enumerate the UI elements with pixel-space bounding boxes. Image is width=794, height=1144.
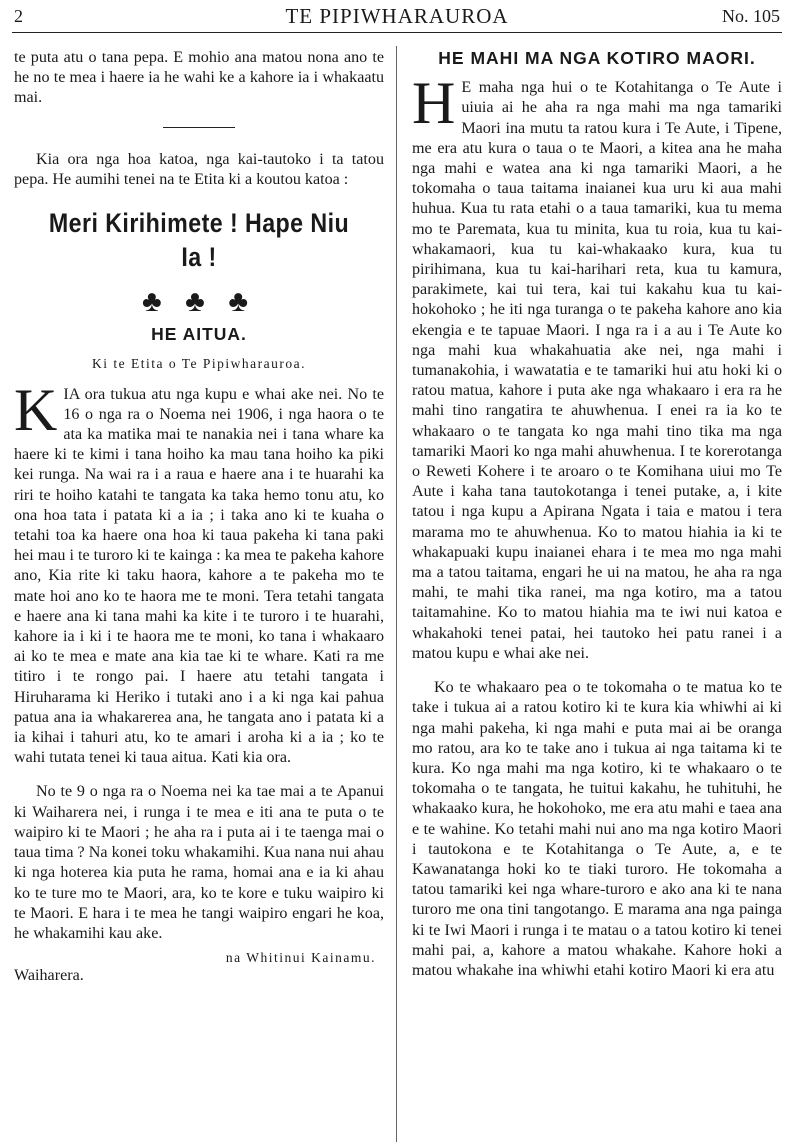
issue-number: No. 105 [722, 6, 780, 26]
article-kotiro-paragraph-1 [412, 70, 782, 664]
christmas-greeting-banner: Meri Kirihimete ! Hape Niu Ia ! [48, 208, 350, 273]
section-divider [163, 127, 235, 128]
author-place: Waiharera. [14, 967, 84, 985]
greeting-paragraph: Kia ora nga hoa katoa, nga kai-tautoko i ta tatou pepa. He aumihi tenei na te Etita ki a koutou katoa : [14, 150, 384, 188]
page-number: 2 [14, 6, 23, 26]
continued-paragraph: te puta atu o tana pepa. E mohio ana matou nona ano te he no te mea i haere ia he wahi ke a kahore ia i whakaatu mai. [14, 49, 384, 107]
article-subheading: Ki te Etita o Te Pipiwharauroa. [91, 356, 306, 372]
drop-cap-k: K [14, 376, 58, 443]
article-aitua-paragraph-1 [14, 376, 384, 769]
clover-ornament: ♣ ♣ ♣ [141, 285, 257, 319]
author-signature: na Whitinui Kainamu. [225, 950, 376, 966]
column-divider [396, 46, 397, 1142]
article-kotiro-paragraph-2: Ko te whakaaro pea o te tokomaha o te matua ko te take i tukua ai a ratou kotiro ki te kura kia whiwhi ai ki nga mahi pakeha, ki nga mahi e puta mai ai be oranga mo ratou, ara ko te take ano i tukua ai nga taitama ki te kura. Ko nga mahi ma nga kotiro, ki te whakaaro o te tokomaha o te tangata, he tuitui kakahu, he tuhituhi, he whakaako kura, he hokohoko, me era atu mahi e taea ana e te wahine. Ko tetahi mahi nui ano ma nga kotiro Maori i tautokona e te Kotahitanga o Te Aute, a, e te Kawanatanga hoki ko te tiaki turoro. He tokomaha a tatou tamariki kei nga whare-turoro e ako ana ki te nana turoro me ona tini tangotango. E marama ana nga painga ki te Iwi Maori i runga i te matau o a tatou kotiro ki tenei mahi pai, a, kahore a matou whakahe. Kahore hoki a matou whakahe ina whiwhi etahi kotiro Maori ki era atu [412, 679, 782, 979]
paragraph-gap [412, 664, 782, 678]
paragraph-gap [14, 768, 384, 782]
page-header [12, 2, 782, 32]
newspaper-title: TE PIPIWHARAUROA [285, 4, 509, 28]
article-kotiro-text-1: E maha nga hui o te Kotahitanga o Te Aute i uiuia ai he aha ra nga mahi ma nga tamariki Maori ina mutu ta ratou kura i Te Aute, i Tipene, me era atu kura o taua o te Maori, a kitea ana he maha nga mahi e watea ana ki nga tamariki Maori, a he tokomaha o taua taitama inaianei kua uru ki aua mahi huhua. Kua tu rata etahi o a taua tamariki, kua tu mema mo te Paremata, kua tu minita, kua tu roia, kua tu kai-whakamaori, kua tu kai-whakaako kura, kua tu pirihimana, kua tu kai-harihari reta, kua tu kamura, parakimete, kai tui tera, kai tui kakahu kua tu kai-hokohoko ; he iti nga turanga o te pakeha kahore ano kia ekengia e te tapuae Maori. I nga ra i a au i Te Aute ko nga mahi kua whakahuatia ake nei, nga mahi i tumanakohia, i wawatatia e te tamariki hui atu hoki ki o ratou matua, kahore i puta ake nga whakaaro i era ra he mahi tino rangatira te ahuwhenua. I enei ra ia ko te whakaaro o te tangata ko nga mahi tino tika ma nga tamariki Maori ko nga mahi ahuwhenua. I te korerotanga o Reweti Kohere i te aroaro o te Komihana uiui mo Te Aute i kaha tana tautokotanga i tenei putake, a, i kite tatou i nga kupu a Apirana Ngata i taia e matou i tera marama mo te ahuwhenua. Ko to matou hiahia ia ki te whakapuaki kupu inaianei ehara i te mea mo nga mahi ma a tatou taitama, engari he ui na matou, he aha ra nga mahi, te mahi tika ranei, ma nga kotiro, ma a tatou taitamahine. Ko to matou hiahia ma te iwi nui katoa e whakahoki tenei patai, hei tautoko hei patu ranei i a matou kupu e whai ake nei. [412, 79, 782, 662]
article-heading-aitua: HE AITUA. [151, 324, 247, 345]
article-heading-kotiro: HE MAHI MA NGA KOTIRO MAORI. [438, 48, 756, 68]
article-aitua-text-1: IA ora tukua atu nga kupu e whai ake nei. No te 16 o nga ra o Noema nei 1906, i nga haora o te ata ka matika mai te nanakia nei i tana whare ka haere ki te kimi i tana hoiho ka mau tana hoiho ka piki kei runga. Na wai ra i a raua e haere ana i te huarahi ka riri te hoiho katahi te tangata ka taka hemo tonu atu, ko ona hoa tata i patata ki a ia ; i taka ano ki te kuaha o tetahi toa ka haere ona hoa ki taua pakeha ki tana paki hei mau i te turoro ki te kainga : ka mea te pakeha kahore ano, Kia rite ki taku haora, kahore a te pakeha mo te mate hoi ano ko te haora me te moni. Tera tetahi tangata e haere ana ki tana mahi ka kite i te turoro i te huarahi, kahore ia i ki i te haora me te moni, ko tana i whakaaro ai ko te mea e mate ana kia tae ki te whare. Kati ra me titiro i te rongo pai. I haere atu tetahi tangata i Hiruharama ki Heriko i tutaki ano i a ki nga kai pahua patua ana ia whakarerea ana, he tangata ano i patata ki a ia kihai i tahuri atu, ko te amari i aroha ki a ia ; ko te wahi tutata tenei ki taua aitua. Kati kia ora. [14, 385, 384, 767]
drop-cap-h: H [412, 70, 456, 137]
right-column [412, 48, 782, 981]
left-column [14, 48, 384, 987]
article-aitua-paragraph-2: No te 9 o nga ra o Noema nei ka tae mai a te Apanui ki Waiharera nei, i runga i te mea e iti ana te puta o te waipiro ki te Maori ; he aha ra i puta ai i te taenga mai o taua tima ? Na konei toku whakamihi. Kua nana nui ahau ki nga hoterea kia puta he rama, homai ana e ia ki ahau ko te ture mo te Maori, ara, ko te kore e tuku waipiro ki te Maori. E hara i te mea he tangi waipiro engari he koa, he whakamihi kau ake. [14, 783, 384, 942]
header-rule [12, 32, 782, 33]
